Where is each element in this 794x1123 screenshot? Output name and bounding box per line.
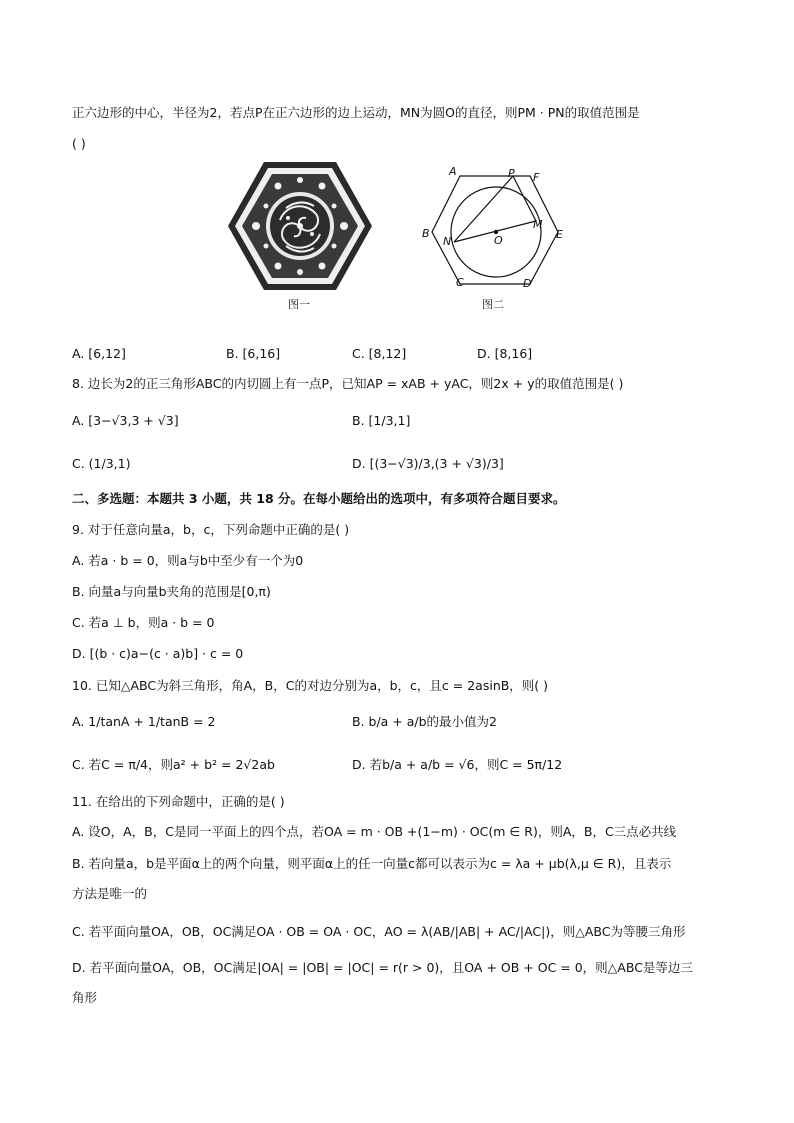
q9-stem: 9. 对于任意向量a，b，c，下列命题中正确的是( ) (72, 522, 350, 537)
fig2-label-n: N (443, 235, 452, 248)
q9-option-c: C. 若a ⊥ b，则a · b = 0 (72, 615, 215, 630)
q10-option-c: C. 若C = π/4，则a² + b² = 2√2ab (72, 757, 275, 772)
q10-option-b: B. b/a + a/b的最小值为2 (352, 714, 498, 729)
q7-option-c: C. [8,12] (352, 346, 407, 361)
figure-two-caption: 图二 (482, 298, 504, 311)
q11-option-d-continued: 角形 (72, 990, 98, 1005)
q10-stem: 10. 已知△ABC为斜三角形，角A，B，C的对边分别为a，b，c，且c = 2asinB，则( ) (72, 678, 549, 693)
q8-option-a: A. [3−√3,3 + √3] (72, 413, 179, 428)
q8-option-c: C. (1/3,1) (72, 456, 131, 471)
fig2-label-p: P (508, 167, 515, 180)
fig2-label-m: M (533, 218, 543, 231)
section-multiple-choice-header: 二、多选题：本题共 3 小题，共 18 分。在每小题给出的选项中，有多项符合题目要求。 (72, 491, 566, 506)
q11-option-d: D. 若平面向量OA，OB，OC满足|OA| = |OB| = |OC| = r(r > 0)，且OA + OB + OC = 0，则△ABC是等边三 (72, 960, 693, 975)
q11-option-b-continued: 方法是唯一的 (72, 886, 148, 901)
q9-option-d: D. [(b · c)a−(c · a)b] · c = 0 (72, 646, 244, 661)
q7-option-a: A. [6,12] (72, 346, 126, 361)
figure-one-caption: 图一 (288, 298, 310, 311)
fig2-label-d: D (523, 277, 532, 290)
figure-two-hexagon-circle (418, 164, 578, 296)
q9-option-b: B. 向量a与向量b夹角的范围是[0,π) (72, 584, 271, 599)
q7-option-d: D. [8,16] (477, 346, 533, 361)
figure-one-hexagon-tile (226, 160, 374, 292)
fig2-label-a: A (449, 165, 457, 178)
fig2-label-f: F (533, 171, 540, 184)
q8-stem: 8. 边长为2的正三角形ABC的内切圆上有一点P，已知AP = xAB + yAC，则2x + y的取值范围是( ) (72, 376, 624, 391)
q11-option-c: C. 若平面向量OA，OB，OC满足OA · OB = OA · OC，AO = λ(AB/|AB| + AC/|AC|)，则△ABC为等腰三角形 (72, 924, 686, 939)
fig2-label-e: E (556, 228, 563, 241)
fig2-label-b: B (422, 227, 430, 240)
q7-option-b: B. [6,16] (226, 346, 281, 361)
fig2-label-o: O (494, 234, 503, 247)
fig2-label-c: C (456, 276, 464, 289)
q7-paren: ( ) (72, 136, 86, 151)
q8-option-b: B. [1/3,1] (352, 413, 411, 428)
q9-option-a: A. 若a · b = 0，则a与b中至少有一个为0 (72, 553, 304, 568)
q10-option-a: A. 1/tanA + 1/tanB = 2 (72, 714, 216, 729)
q8-option-d: D. [(3−√3)/3,(3 + √3)/3] (352, 456, 504, 471)
q11-option-a: A. 设O，A，B，C是同一平面上的四个点，若OA = m · OB +(1−m) · OC(m ∈ R)，则A，B，C三点必共线 (72, 824, 677, 839)
q11-option-b: B. 若向量a，b是平面α上的两个向量，则平面α上的任一向量c都可以表示为c = λa + μb(λ,μ ∈ R)，且表示 (72, 856, 672, 871)
q11-stem: 11. 在给出的下列命题中，正确的是( ) (72, 794, 285, 809)
q7-stem: 正六边形的中心，半径为2，若点P在正六边形的边上运动，MN为圆O的直径，则PM · PN的取值范围是 (72, 105, 640, 120)
q10-option-d: D. 若b/a + a/b = √6，则C = 5π/12 (352, 757, 563, 772)
